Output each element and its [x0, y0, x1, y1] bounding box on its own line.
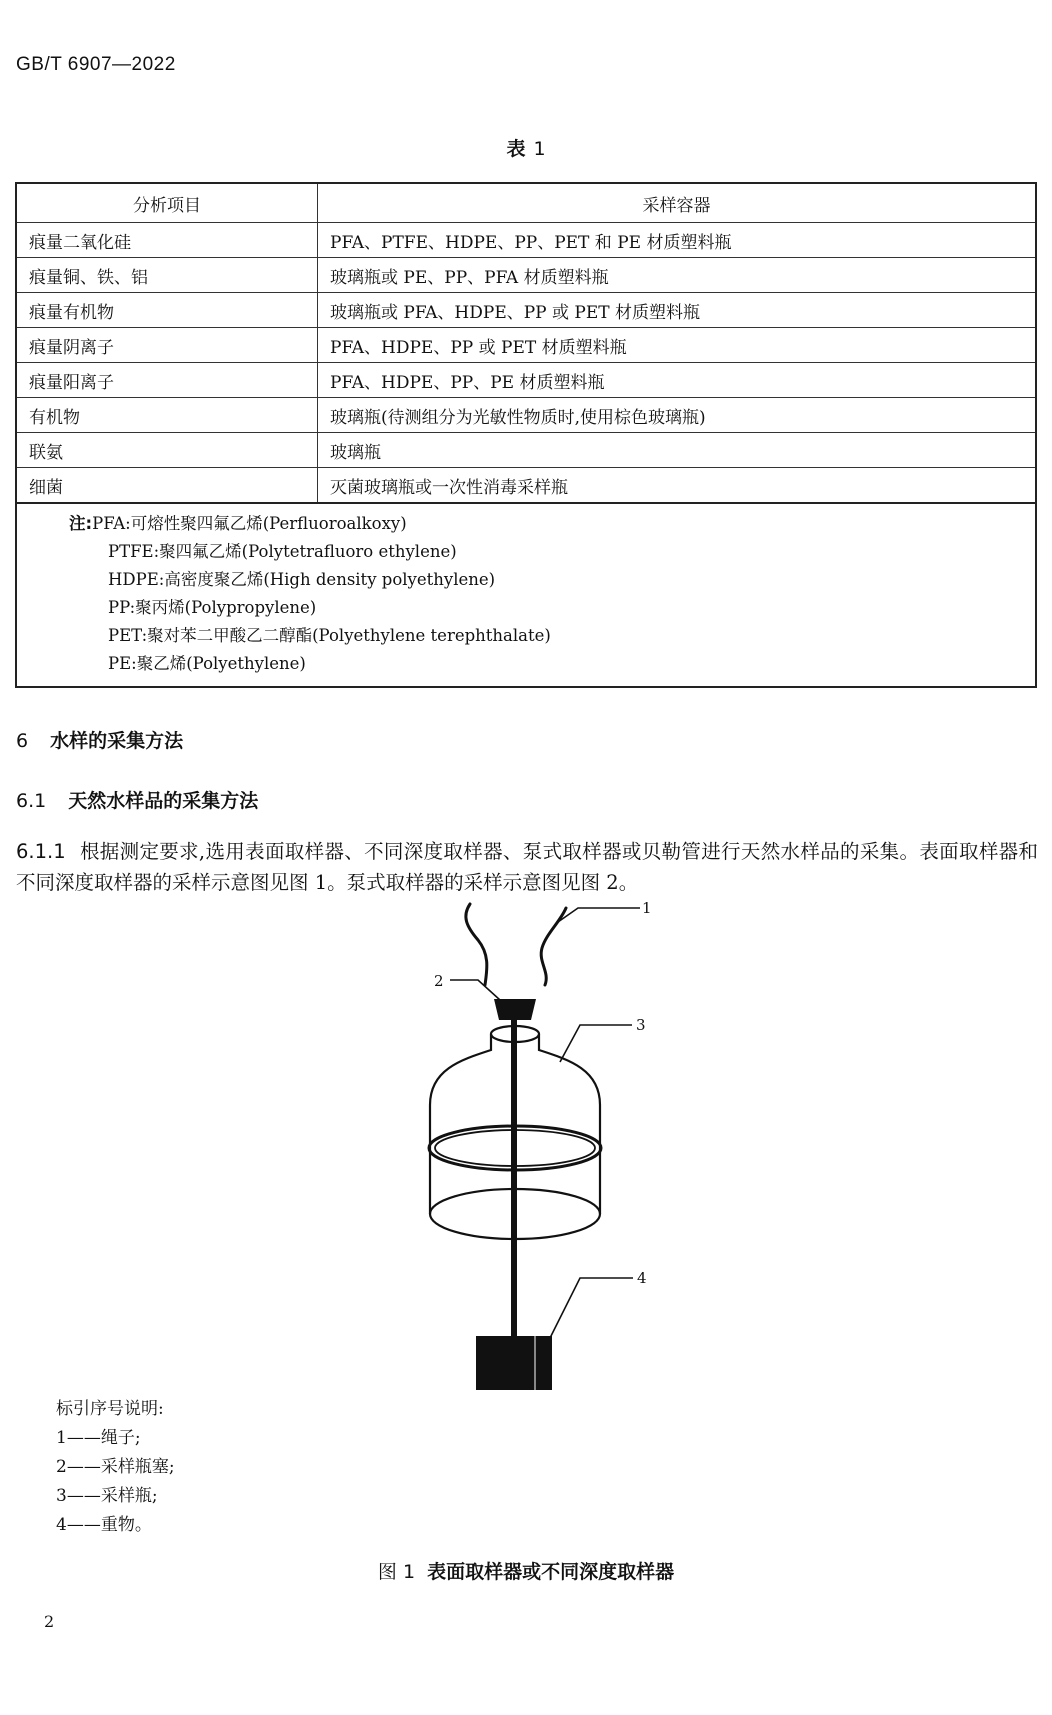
- legend-title: 标引序号说明:: [56, 1399, 164, 1419]
- page-number: 2: [44, 1612, 55, 1631]
- note-line: PP:聚丙烯(Polypropylene): [108, 598, 317, 617]
- callout-leader-4: [548, 1278, 633, 1342]
- analysis-item-cell: 痕量阴离子: [16, 328, 318, 363]
- note-line: HDPE:高密度聚乙烯(High density polyethylene): [108, 570, 496, 589]
- figure-caption: [0, 1557, 1052, 1584]
- table-note-row: [16, 503, 1036, 687]
- table-title-label: 表: [506, 138, 526, 160]
- legend-item: 4——重物。: [56, 1515, 152, 1535]
- container-cell: PFA、PTFE、HDPE、PP、PET 和 PE 材质塑料瓶: [318, 223, 1037, 258]
- rope-left-strand: [466, 904, 487, 985]
- analysis-item-cell: 痕量铜、铁、铝: [16, 258, 318, 293]
- legend-item: 1——绳子;: [56, 1428, 141, 1448]
- note-label: 注:: [69, 514, 93, 533]
- table-row: [16, 468, 1036, 504]
- paragraph-6-1-1: [16, 836, 1038, 898]
- table-row: [16, 223, 1036, 258]
- bottle-right-outline: [539, 1034, 600, 1214]
- section-title: 天然水样品的采集方法: [68, 790, 259, 812]
- table-row: [16, 293, 1036, 328]
- clause-number: 6.1.1: [16, 840, 66, 863]
- container-cell: PFA、HDPE、PP、PE 材质塑料瓶: [318, 363, 1037, 398]
- container-cell: PFA、HDPE、PP 或 PET 材质塑料瓶: [318, 328, 1037, 363]
- callout-leader-3: [560, 1025, 632, 1062]
- callout-label-1: 1: [642, 900, 652, 917]
- note-text: PFA:可熔性聚四氟乙烯(Perfluoroalkoxy): [92, 514, 407, 533]
- column-header-sampling-container: 采样容器: [318, 183, 1037, 223]
- callout-label-4: 4: [637, 1269, 647, 1287]
- section-title: 水样的采集方法: [50, 730, 184, 752]
- figure-legend: [56, 1395, 175, 1540]
- section-number: 6: [16, 730, 29, 752]
- callout-label-3: 3: [636, 1016, 646, 1034]
- callout-label-2: 2: [434, 972, 444, 990]
- container-cell: 玻璃瓶或 PE、PP、PFA 材质塑料瓶: [318, 258, 1037, 293]
- column-header-analysis-item: 分析项目: [16, 183, 318, 223]
- note-line: PET:聚对苯二甲酸乙二醇酯(Polyethylene terephthalate): [108, 626, 551, 645]
- table-title-number: 1: [533, 138, 546, 160]
- paragraph-text: 根据测定要求,选用表面取样器、不同深度取样器、泵式取样器或贝勒管进行天然水样品的采集。表面取样器和不同深度取样器的采样示意图见图 1。泵式取样器的采样示意图见图 2。: [16, 840, 1038, 894]
- analysis-item-cell: 痕量二氧化硅: [16, 223, 318, 258]
- container-cell: 玻璃瓶: [318, 433, 1037, 468]
- analysis-item-cell: 细菌: [16, 468, 318, 504]
- table-note: [16, 503, 1036, 687]
- section-heading-6-1: [16, 786, 258, 813]
- table-row: [16, 433, 1036, 468]
- standard-id: GB/T 6907—2022: [16, 54, 176, 75]
- sampler-diagram: [390, 900, 690, 1390]
- analysis-item-cell: 联氨: [16, 433, 318, 468]
- sampling-container-table: [15, 182, 1037, 688]
- figure-caption-text: 表面取样器或不同深度取样器: [427, 1561, 675, 1583]
- bottle-left-outline: [430, 1034, 491, 1214]
- legend-item: 2——采样瓶塞;: [56, 1457, 175, 1477]
- figure-caption-label: 图 1: [377, 1561, 416, 1583]
- note-line: PTFE:聚四氟乙烯(Polytetrafluoro ethylene): [108, 542, 457, 561]
- table-header-row: [16, 183, 1036, 223]
- table-title: [0, 134, 1052, 161]
- callout-leader-1: [558, 908, 640, 922]
- table-row: [16, 363, 1036, 398]
- table-row: [16, 398, 1036, 433]
- table-row: [16, 328, 1036, 363]
- callout-leader-2: [450, 980, 500, 1000]
- analysis-item-cell: 痕量阳离子: [16, 363, 318, 398]
- weight: [476, 1336, 552, 1390]
- note-line: PE:聚乙烯(Polyethylene): [108, 654, 306, 673]
- table-row: [16, 258, 1036, 293]
- container-cell: 玻璃瓶或 PFA、HDPE、PP 或 PET 材质塑料瓶: [318, 293, 1037, 328]
- legend-item: 3——采样瓶;: [56, 1486, 158, 1506]
- analysis-item-cell: 痕量有机物: [16, 293, 318, 328]
- section-heading-6: [16, 726, 183, 753]
- analysis-item-cell: 有机物: [16, 398, 318, 433]
- section-number: 6.1: [16, 790, 47, 812]
- container-cell: 灭菌玻璃瓶或一次性消毒采样瓶: [318, 468, 1037, 504]
- note-line: [69, 510, 1035, 538]
- container-cell: 玻璃瓶(待测组分为光敏性物质时,使用棕色玻璃瓶): [318, 398, 1037, 433]
